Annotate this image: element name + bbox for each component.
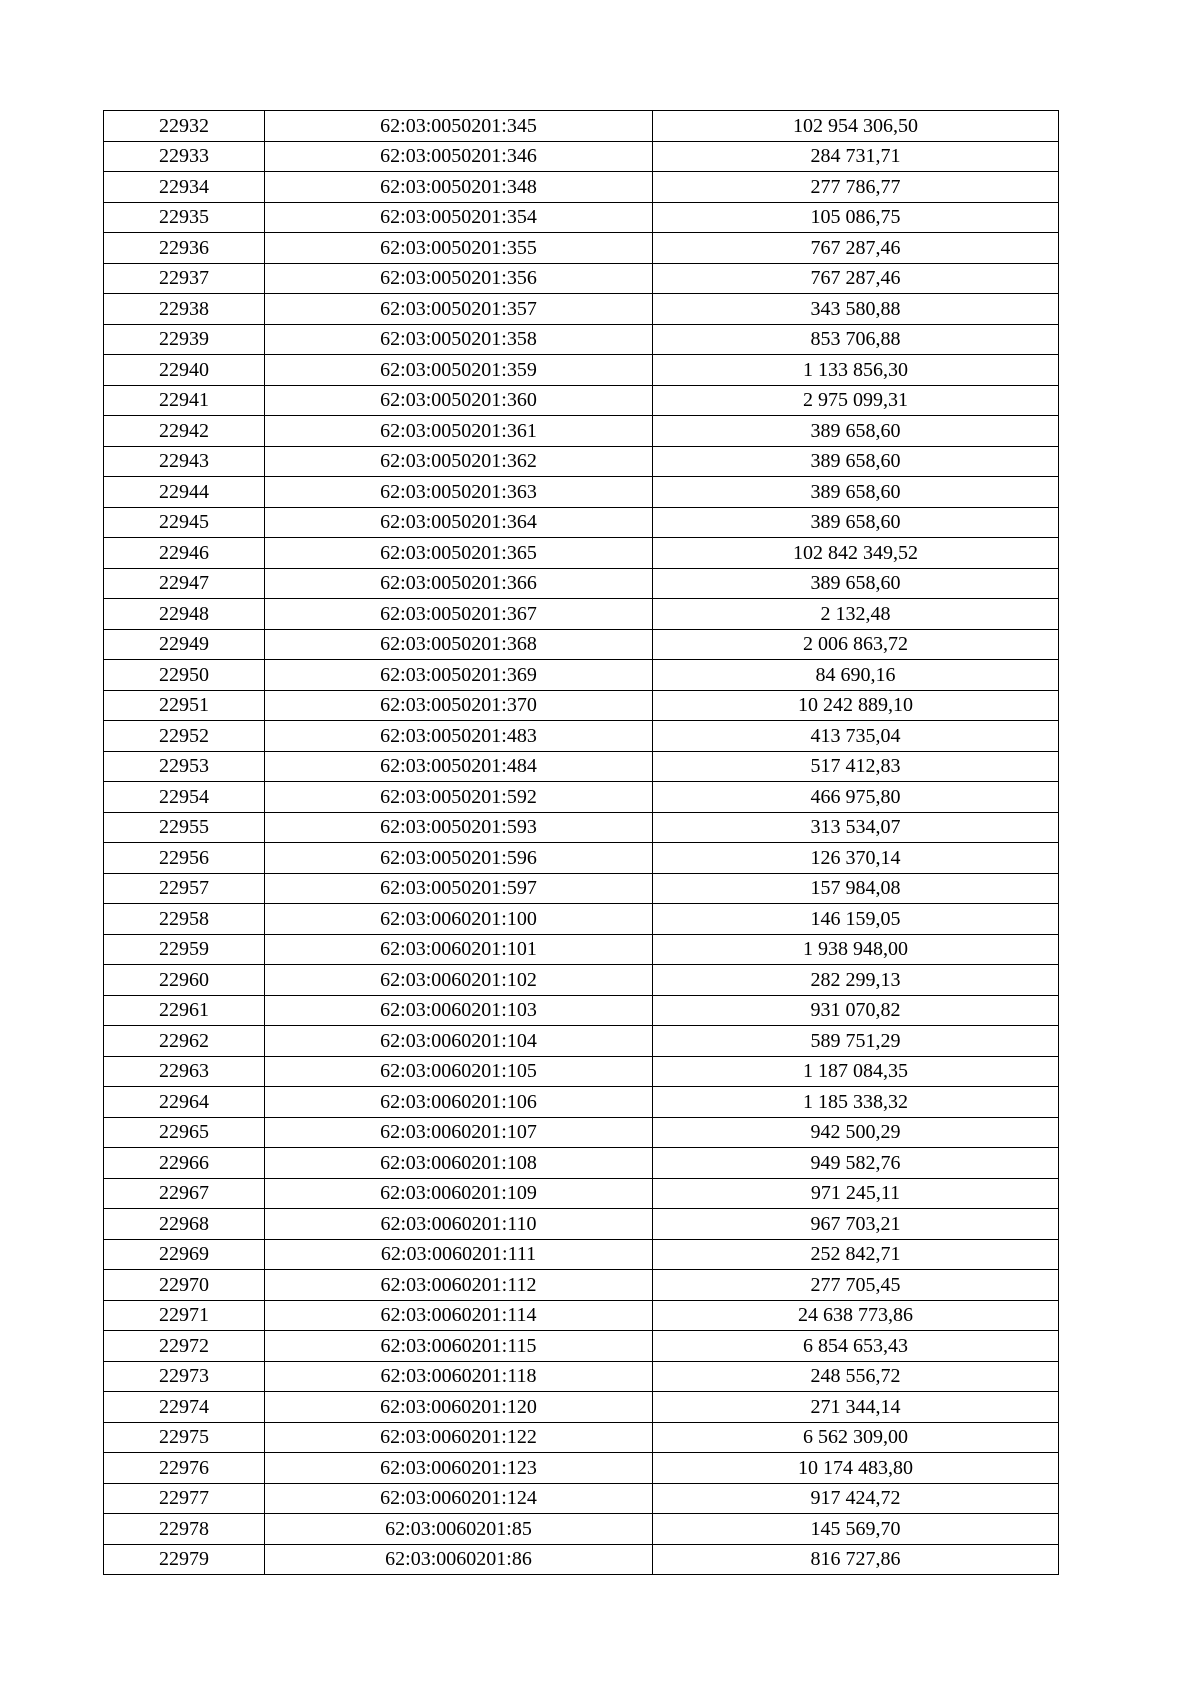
cadastral-value-cell: 343 580,88 — [653, 294, 1059, 325]
row-number-cell: 22943 — [104, 446, 265, 477]
table-row — [104, 1209, 1059, 1240]
row-number-cell: 22939 — [104, 324, 265, 355]
table-row — [104, 1178, 1059, 1209]
table-row — [104, 294, 1059, 325]
cadastral-value-cell: 589 751,29 — [653, 1026, 1059, 1057]
row-number-cell: 22936 — [104, 233, 265, 264]
cadastral-value-cell: 389 658,60 — [653, 568, 1059, 599]
cadastral-number-cell: 62:03:0050201:346 — [265, 141, 653, 172]
row-number-cell: 22942 — [104, 416, 265, 447]
cadastral-value-cell: 277 705,45 — [653, 1270, 1059, 1301]
cadastral-value-cell: 971 245,11 — [653, 1178, 1059, 1209]
cadastral-number-cell: 62:03:0060201:114 — [265, 1300, 653, 1331]
table-row — [104, 660, 1059, 691]
cadastral-number-cell: 62:03:0060201:110 — [265, 1209, 653, 1240]
row-number-cell: 22940 — [104, 355, 265, 386]
row-number-cell: 22961 — [104, 995, 265, 1026]
cadastral-number-cell: 62:03:0050201:356 — [265, 263, 653, 294]
cadastral-number-cell: 62:03:0050201:593 — [265, 812, 653, 843]
cadastral-number-cell: 62:03:0050201:592 — [265, 782, 653, 813]
cadastral-value-cell: 271 344,14 — [653, 1392, 1059, 1423]
row-number-cell: 22972 — [104, 1331, 265, 1362]
cadastral-value-cell: 389 658,60 — [653, 416, 1059, 447]
row-number-cell: 22947 — [104, 568, 265, 599]
cadastral-number-cell: 62:03:0060201:103 — [265, 995, 653, 1026]
cadastral-value-cell: 277 786,77 — [653, 172, 1059, 203]
table-row — [104, 1483, 1059, 1514]
cadastral-number-cell: 62:03:0060201:85 — [265, 1514, 653, 1545]
table-row — [104, 995, 1059, 1026]
cadastral-value-cell: 942 500,29 — [653, 1117, 1059, 1148]
row-number-cell: 22976 — [104, 1453, 265, 1484]
row-number-cell: 22944 — [104, 477, 265, 508]
table-row — [104, 1422, 1059, 1453]
table-row — [104, 1117, 1059, 1148]
cadastral-value-cell: 102 842 349,52 — [653, 538, 1059, 569]
table-row — [104, 111, 1059, 142]
cadastral-value-cell: 105 086,75 — [653, 202, 1059, 233]
row-number-cell: 22955 — [104, 812, 265, 843]
cadastral-number-cell: 62:03:0050201:363 — [265, 477, 653, 508]
cadastral-number-cell: 62:03:0050201:354 — [265, 202, 653, 233]
row-number-cell: 22973 — [104, 1361, 265, 1392]
cadastral-number-cell: 62:03:0060201:107 — [265, 1117, 653, 1148]
cadastral-value-cell: 24 638 773,86 — [653, 1300, 1059, 1331]
table-row — [104, 599, 1059, 630]
cadastral-value-cell: 252 842,71 — [653, 1239, 1059, 1270]
cadastral-value-cell: 816 727,86 — [653, 1544, 1059, 1575]
cadastral-value-cell: 157 984,08 — [653, 873, 1059, 904]
table-row — [104, 416, 1059, 447]
table-row — [104, 1453, 1059, 1484]
row-number-cell: 22933 — [104, 141, 265, 172]
table-row — [104, 1514, 1059, 1545]
cadastral-number-cell: 62:03:0050201:365 — [265, 538, 653, 569]
cadastral-number-cell: 62:03:0060201:102 — [265, 965, 653, 996]
cadastral-value-cell: 282 299,13 — [653, 965, 1059, 996]
cadastral-value-cell: 146 159,05 — [653, 904, 1059, 935]
row-number-cell: 22957 — [104, 873, 265, 904]
row-number-cell: 22962 — [104, 1026, 265, 1057]
row-number-cell: 22960 — [104, 965, 265, 996]
cadastral-value-cell: 2 006 863,72 — [653, 629, 1059, 660]
row-number-cell: 22946 — [104, 538, 265, 569]
row-number-cell: 22964 — [104, 1087, 265, 1118]
cadastral-number-cell: 62:03:0050201:364 — [265, 507, 653, 538]
row-number-cell: 22945 — [104, 507, 265, 538]
cadastral-value-cell: 1 133 856,30 — [653, 355, 1059, 386]
cadastral-value-cell: 10 174 483,80 — [653, 1453, 1059, 1484]
cadastral-number-cell: 62:03:0050201:484 — [265, 751, 653, 782]
row-number-cell: 22963 — [104, 1056, 265, 1087]
cadastral-value-cell: 767 287,46 — [653, 263, 1059, 294]
cadastral-number-cell: 62:03:0050201:360 — [265, 385, 653, 416]
cadastral-value-cell: 313 534,07 — [653, 812, 1059, 843]
table-row — [104, 1331, 1059, 1362]
cadastral-value-cell: 84 690,16 — [653, 660, 1059, 691]
cadastral-number-cell: 62:03:0050201:483 — [265, 721, 653, 752]
cadastral-value-cell: 248 556,72 — [653, 1361, 1059, 1392]
cadastral-value-cell: 284 731,71 — [653, 141, 1059, 172]
table-row — [104, 1361, 1059, 1392]
row-number-cell: 22934 — [104, 172, 265, 203]
row-number-cell: 22965 — [104, 1117, 265, 1148]
cadastral-number-cell: 62:03:0060201:120 — [265, 1392, 653, 1423]
row-number-cell: 22975 — [104, 1422, 265, 1453]
row-number-cell: 22966 — [104, 1148, 265, 1179]
cadastral-number-cell: 62:03:0060201:108 — [265, 1148, 653, 1179]
cadastral-number-cell: 62:03:0060201:111 — [265, 1239, 653, 1270]
row-number-cell: 22978 — [104, 1514, 265, 1545]
table-row — [104, 873, 1059, 904]
table-row — [104, 1239, 1059, 1270]
table-row — [104, 507, 1059, 538]
cadastral-value-cell: 389 658,60 — [653, 507, 1059, 538]
table-row — [104, 233, 1059, 264]
table-body — [104, 111, 1059, 1575]
table-row — [104, 1087, 1059, 1118]
cadastral-number-cell: 62:03:0060201:86 — [265, 1544, 653, 1575]
table-row — [104, 324, 1059, 355]
cadastral-value-table — [103, 110, 1059, 1575]
cadastral-value-cell: 767 287,46 — [653, 233, 1059, 264]
table-row — [104, 446, 1059, 477]
row-number-cell: 22950 — [104, 660, 265, 691]
table-row — [104, 1056, 1059, 1087]
cadastral-number-cell: 62:03:0060201:105 — [265, 1056, 653, 1087]
cadastral-number-cell: 62:03:0060201:109 — [265, 1178, 653, 1209]
table-row — [104, 1300, 1059, 1331]
row-number-cell: 22954 — [104, 782, 265, 813]
row-number-cell: 22937 — [104, 263, 265, 294]
row-number-cell: 22941 — [104, 385, 265, 416]
row-number-cell: 22953 — [104, 751, 265, 782]
row-number-cell: 22958 — [104, 904, 265, 935]
table-row — [104, 629, 1059, 660]
cadastral-number-cell: 62:03:0050201:366 — [265, 568, 653, 599]
cadastral-value-cell: 1 185 338,32 — [653, 1087, 1059, 1118]
cadastral-value-cell: 126 370,14 — [653, 843, 1059, 874]
cadastral-value-cell: 517 412,83 — [653, 751, 1059, 782]
cadastral-value-cell: 2 975 099,31 — [653, 385, 1059, 416]
cadastral-number-cell: 62:03:0050201:348 — [265, 172, 653, 203]
cadastral-value-cell: 1 938 948,00 — [653, 934, 1059, 965]
row-number-cell: 22979 — [104, 1544, 265, 1575]
table-row — [104, 568, 1059, 599]
cadastral-value-cell: 6 854 653,43 — [653, 1331, 1059, 1362]
cadastral-number-cell: 62:03:0050201:359 — [265, 355, 653, 386]
table-row — [104, 812, 1059, 843]
cadastral-number-cell: 62:03:0050201:370 — [265, 690, 653, 721]
table-row — [104, 965, 1059, 996]
cadastral-value-cell: 389 658,60 — [653, 446, 1059, 477]
cadastral-number-cell: 62:03:0050201:357 — [265, 294, 653, 325]
cadastral-value-cell: 1 187 084,35 — [653, 1056, 1059, 1087]
table-row — [104, 934, 1059, 965]
table-row — [104, 782, 1059, 813]
cadastral-value-cell: 931 070,82 — [653, 995, 1059, 1026]
table-row — [104, 1544, 1059, 1575]
row-number-cell: 22970 — [104, 1270, 265, 1301]
cadastral-number-cell: 62:03:0050201:367 — [265, 599, 653, 630]
cadastral-number-cell: 62:03:0060201:104 — [265, 1026, 653, 1057]
cadastral-number-cell: 62:03:0050201:358 — [265, 324, 653, 355]
cadastral-number-cell: 62:03:0050201:362 — [265, 446, 653, 477]
cadastral-value-cell: 967 703,21 — [653, 1209, 1059, 1240]
table-row — [104, 1392, 1059, 1423]
table-row — [104, 1026, 1059, 1057]
table-row — [104, 355, 1059, 386]
cadastral-value-cell: 6 562 309,00 — [653, 1422, 1059, 1453]
table-row — [104, 172, 1059, 203]
table-row — [104, 141, 1059, 172]
cadastral-number-cell: 62:03:0050201:368 — [265, 629, 653, 660]
row-number-cell: 22969 — [104, 1239, 265, 1270]
row-number-cell: 22948 — [104, 599, 265, 630]
cadastral-number-cell: 62:03:0050201:597 — [265, 873, 653, 904]
table-row — [104, 1148, 1059, 1179]
table-row — [104, 1270, 1059, 1301]
cadastral-number-cell: 62:03:0060201:101 — [265, 934, 653, 965]
cadastral-number-cell: 62:03:0060201:122 — [265, 1422, 653, 1453]
cadastral-number-cell: 62:03:0060201:124 — [265, 1483, 653, 1514]
cadastral-number-cell: 62:03:0050201:369 — [265, 660, 653, 691]
cadastral-number-cell: 62:03:0060201:112 — [265, 1270, 653, 1301]
table-row — [104, 690, 1059, 721]
table-row — [104, 202, 1059, 233]
table-row — [104, 538, 1059, 569]
cadastral-value-cell: 2 132,48 — [653, 599, 1059, 630]
cadastral-number-cell: 62:03:0050201:345 — [265, 111, 653, 142]
cadastral-value-cell: 413 735,04 — [653, 721, 1059, 752]
table-row — [104, 385, 1059, 416]
cadastral-number-cell: 62:03:0060201:106 — [265, 1087, 653, 1118]
cadastral-value-cell: 917 424,72 — [653, 1483, 1059, 1514]
cadastral-number-cell: 62:03:0060201:100 — [265, 904, 653, 935]
row-number-cell: 22938 — [104, 294, 265, 325]
row-number-cell: 22974 — [104, 1392, 265, 1423]
cadastral-value-cell: 389 658,60 — [653, 477, 1059, 508]
row-number-cell: 22949 — [104, 629, 265, 660]
table-row — [104, 751, 1059, 782]
cadastral-value-cell: 466 975,80 — [653, 782, 1059, 813]
row-number-cell: 22932 — [104, 111, 265, 142]
row-number-cell: 22952 — [104, 721, 265, 752]
table-row — [104, 904, 1059, 935]
row-number-cell: 22977 — [104, 1483, 265, 1514]
row-number-cell: 22959 — [104, 934, 265, 965]
cadastral-value-cell: 102 954 306,50 — [653, 111, 1059, 142]
cadastral-number-cell: 62:03:0060201:118 — [265, 1361, 653, 1392]
cadastral-value-cell: 853 706,88 — [653, 324, 1059, 355]
row-number-cell: 22935 — [104, 202, 265, 233]
cadastral-number-cell: 62:03:0050201:355 — [265, 233, 653, 264]
cadastral-value-cell: 145 569,70 — [653, 1514, 1059, 1545]
row-number-cell: 22956 — [104, 843, 265, 874]
cadastral-value-cell: 10 242 889,10 — [653, 690, 1059, 721]
cadastral-number-cell: 62:03:0060201:123 — [265, 1453, 653, 1484]
row-number-cell: 22967 — [104, 1178, 265, 1209]
table-row — [104, 477, 1059, 508]
row-number-cell: 22971 — [104, 1300, 265, 1331]
table-row — [104, 843, 1059, 874]
table-row — [104, 263, 1059, 294]
row-number-cell: 22968 — [104, 1209, 265, 1240]
cadastral-number-cell: 62:03:0050201:361 — [265, 416, 653, 447]
table-row — [104, 721, 1059, 752]
cadastral-value-cell: 949 582,76 — [653, 1148, 1059, 1179]
cadastral-number-cell: 62:03:0050201:596 — [265, 843, 653, 874]
cadastral-number-cell: 62:03:0060201:115 — [265, 1331, 653, 1362]
row-number-cell: 22951 — [104, 690, 265, 721]
